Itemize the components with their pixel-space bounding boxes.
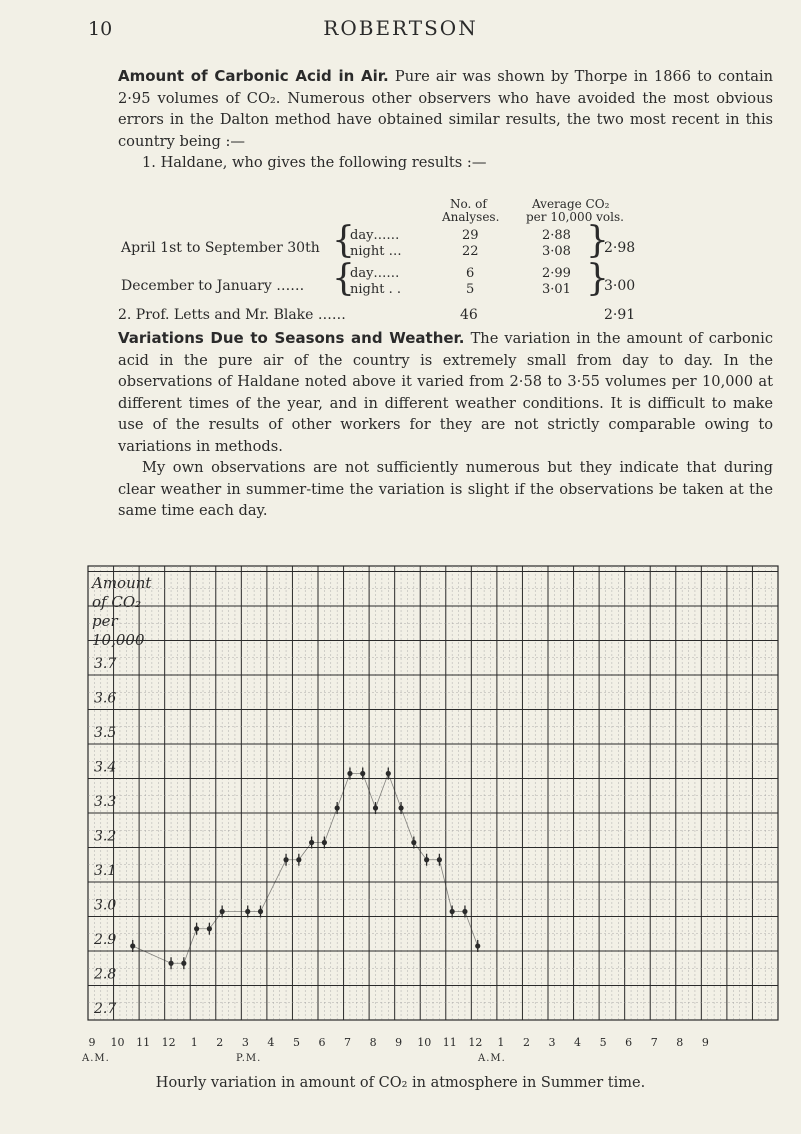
y-tick-label: 3.4 (94, 759, 117, 776)
table-cell: 22 (462, 244, 479, 259)
table-cell: 3·00 (604, 278, 636, 294)
brace-icon: { (332, 220, 355, 261)
y-tick-label: 3.7 (94, 656, 117, 672)
section-heading: Amount of Carbonic Acid in Air. (118, 67, 389, 85)
table-cell: night … (350, 244, 402, 259)
x-tick-label: 3 (241, 1036, 249, 1049)
x-tick-label: 10 (417, 1036, 432, 1049)
table-cell: 5 (466, 282, 475, 297)
brace-icon: } (586, 258, 609, 299)
x-tick-label: 11 (136, 1036, 151, 1049)
table-header: No. of (450, 197, 487, 211)
table-cell: 29 (462, 228, 479, 243)
list-item: 1. Haldane, who gives the following results :— (142, 154, 487, 171)
x-tick-label: 9 (701, 1036, 709, 1049)
x-group-label: A.M. (478, 1053, 506, 1064)
x-tick-label: 4 (574, 1036, 582, 1049)
page-number: 10 (88, 18, 113, 40)
x-tick-label: 8 (369, 1036, 377, 1049)
table-cell: 3·01 (542, 282, 571, 297)
x-tick-label: 9 (395, 1036, 403, 1049)
x-tick-label: 7 (650, 1036, 658, 1049)
table-cell: day…… (350, 266, 400, 281)
table-header: Analyses. (442, 210, 500, 224)
y-axis-label: of CO₂ (92, 593, 142, 611)
x-tick-label: 12 (468, 1036, 483, 1049)
y-tick-label: 3.3 (94, 794, 117, 810)
x-tick-label: 3 (548, 1036, 556, 1049)
table-row-label: 2. Prof. Letts and Mr. Blake …… (118, 307, 346, 323)
x-group-label: A.M. (82, 1053, 110, 1064)
y-axis-label: 10,000 (92, 631, 145, 649)
table-cell: night . . (350, 282, 401, 297)
y-axis-label: per (92, 612, 118, 630)
x-tick-label: 12 (161, 1036, 176, 1049)
table-row-label: April 1st to September 30th (121, 240, 320, 256)
chart-caption: Hourly variation in amount of CO₂ in atmosphere in Summer time. (155, 1075, 646, 1091)
y-tick-label: 3.0 (94, 897, 117, 914)
x-tick-label: 7 (344, 1036, 352, 1049)
y-tick-label: 2.8 (94, 966, 117, 983)
x-tick-label: 10 (110, 1036, 125, 1049)
table-header: per 10,000 vols. (526, 210, 624, 224)
x-tick-label: 8 (676, 1036, 684, 1049)
x-group-label: P.M. (236, 1053, 262, 1064)
table-cell: 3·08 (542, 244, 571, 259)
paragraph: My own observations are not sufficiently numerous but they indicate that during clear weather in summer-time the variation is slight if the observations be taken at the same time each day. (118, 459, 773, 519)
x-tick-label: 2 (522, 1036, 530, 1049)
y-tick-label: 2.9 (94, 932, 117, 948)
y-tick-label: 3.5 (94, 725, 117, 741)
table-cell: 46 (460, 307, 478, 323)
x-tick-label: 1 (190, 1036, 198, 1049)
y-tick-label: 3.1 (94, 863, 117, 879)
table-row-label: December to January …… (121, 278, 305, 294)
y-tick-label: 3.6 (94, 690, 117, 707)
x-tick-label: 6 (625, 1036, 633, 1049)
paragraph: The variation in the amount of carbonic acid in the pure air of the country is extremely small from day to day. In the observations of Haldane noted above it varied from 2·58 to 3·55 volumes per 10,000 at different times of the year, and in different weather conditions. It is difficult to make use of the results of other workers for they are not strictly comparable owing to variations in methods. (118, 330, 773, 455)
x-tick-label: 6 (318, 1036, 326, 1049)
section-heading: Variations Due to Seasons and Weather. (118, 329, 465, 347)
x-tick-label: 11 (442, 1036, 457, 1049)
brace-icon: { (332, 258, 355, 299)
table-cell: 2·98 (604, 240, 636, 256)
table-header: Average CO₂ (532, 197, 610, 211)
x-tick-label: 1 (497, 1036, 505, 1049)
paragraph: Pure air was shown by Thorpe in 1866 to contain 2·95 volumes of CO₂. Numerous other observers who have avoided the most obvious errors in the Dalton method have obtained similar results, the two most recent in this country being :— (118, 68, 774, 150)
table-cell: day…… (350, 228, 400, 243)
table-cell: 2·91 (604, 307, 636, 323)
table-cell: 6 (466, 266, 475, 281)
y-axis-label: Amount (92, 574, 152, 592)
x-tick-label: 4 (267, 1036, 275, 1049)
running-head: ROBERTSON (323, 16, 478, 40)
x-tick-label: 5 (599, 1036, 607, 1049)
x-tick-label: 9 (88, 1036, 96, 1049)
x-tick-label: 2 (216, 1036, 224, 1049)
table-cell: 2·88 (542, 228, 571, 243)
y-tick-label: 3.2 (94, 828, 117, 845)
table-cell: 2·99 (542, 266, 571, 281)
x-tick-label: 5 (292, 1036, 300, 1049)
y-tick-label: 2.7 (94, 1001, 117, 1017)
brace-icon: } (586, 220, 609, 261)
